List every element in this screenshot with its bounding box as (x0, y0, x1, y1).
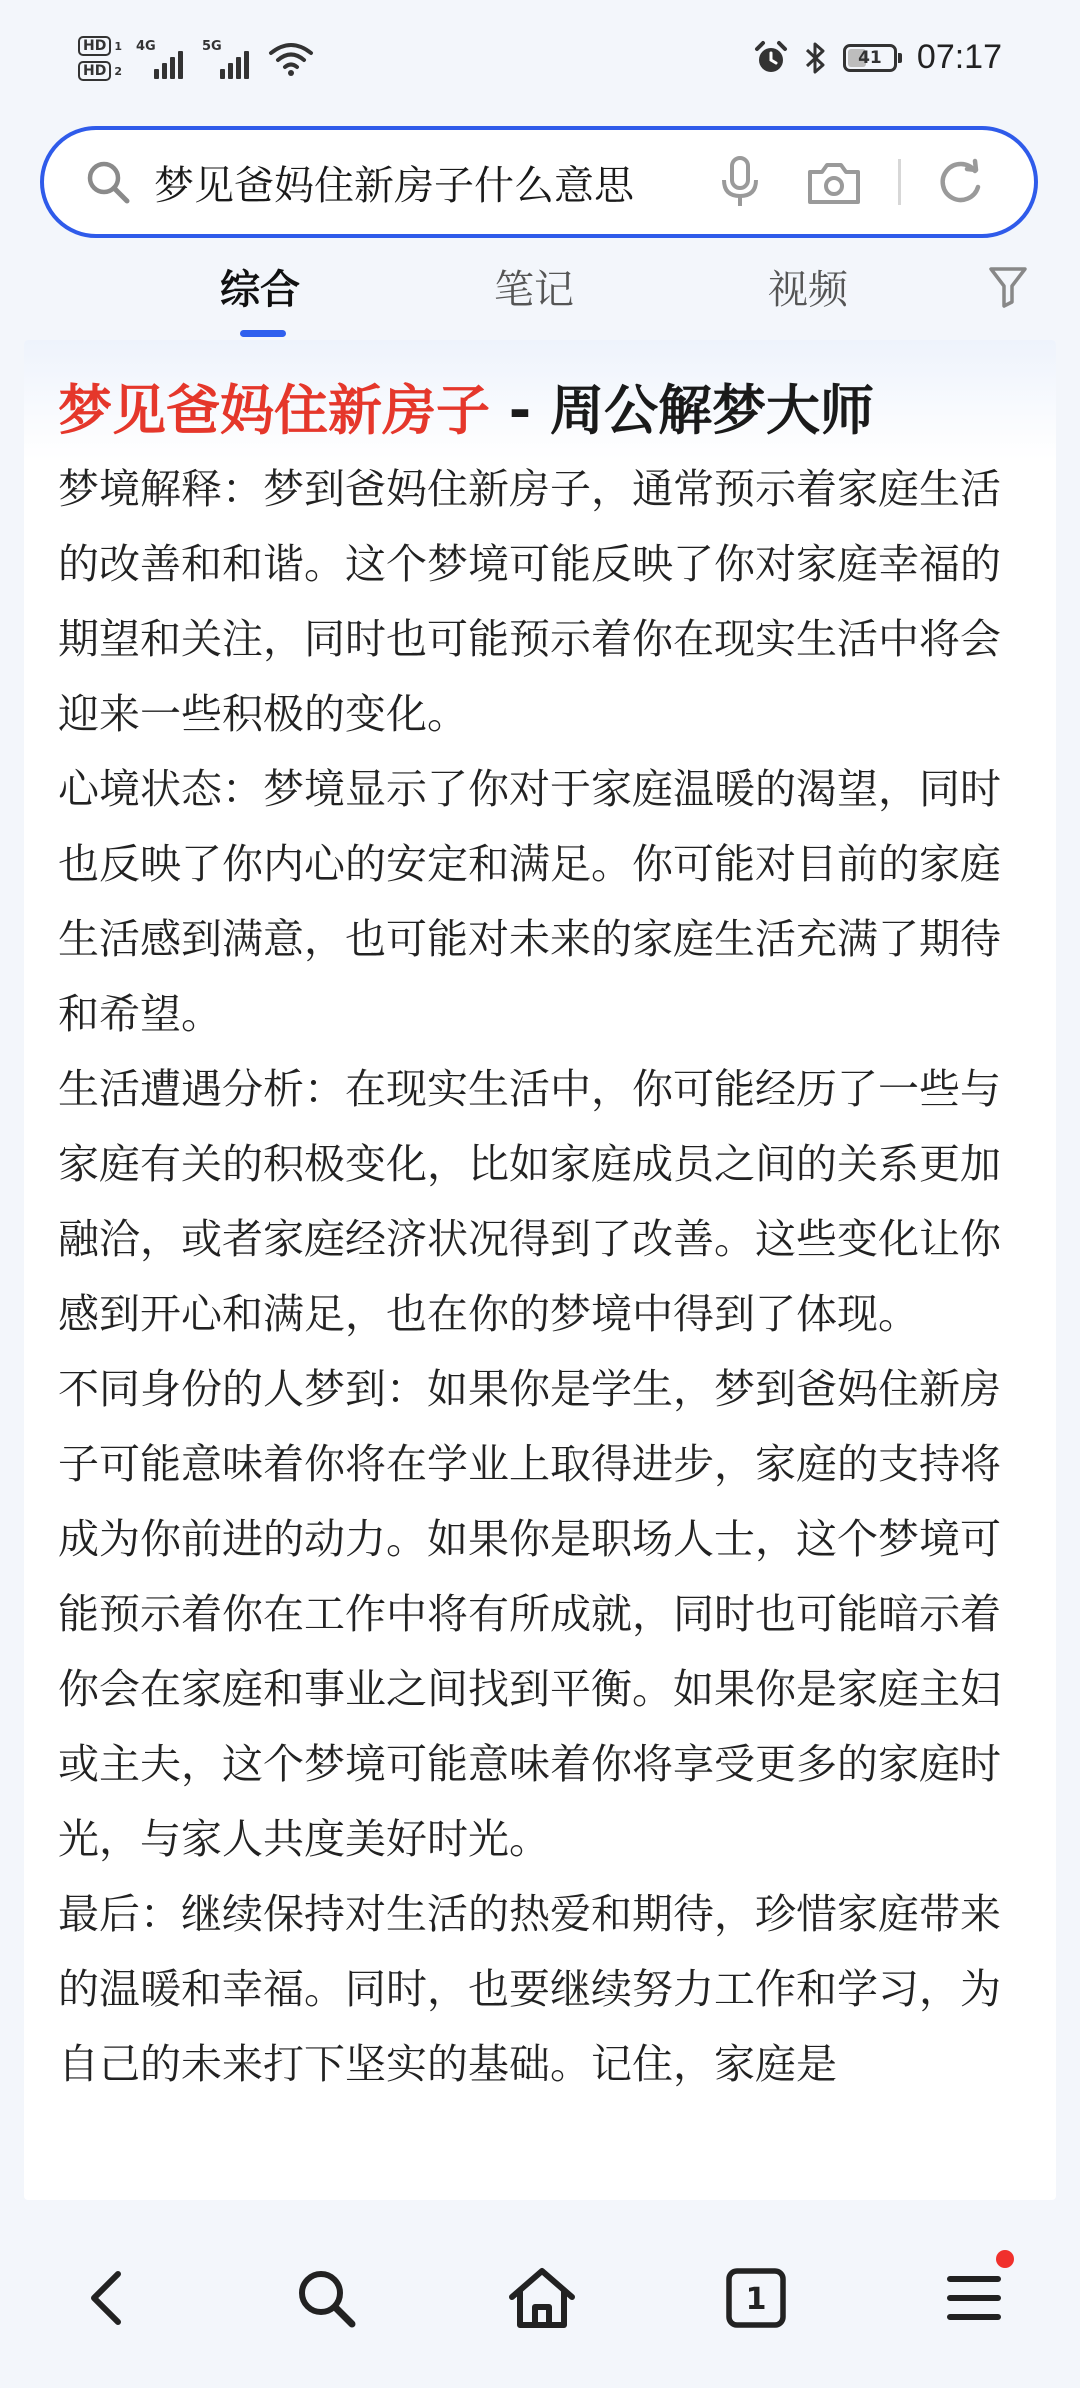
back-icon (86, 2268, 126, 2328)
battery-icon (843, 44, 897, 72)
paragraph-dream-explanation: 梦境解释：梦到爸妈住新房子，通常预示着家庭生活的改善和和谐。这个梦境可能反映了你对家庭幸福的期望和关注，同时也可能预示着你在现实生活中将会迎来一些积极的变化。 (58, 465, 1001, 738)
result-body (58, 452, 1028, 2102)
home-button[interactable] (502, 2258, 582, 2338)
search-bar[interactable] (40, 126, 1038, 238)
search-result-card (24, 340, 1056, 2200)
hd-badge-sim1 (78, 36, 122, 56)
hd-label: HD (78, 36, 111, 56)
status-time: 07:17 (916, 38, 1002, 76)
network-type-label: 4G (136, 38, 156, 54)
menu-icon (946, 2273, 1002, 2323)
home-icon (507, 2265, 577, 2331)
sim-number: 1 (114, 39, 122, 53)
notification-dot (996, 2250, 1014, 2268)
result-tabs (0, 248, 1080, 340)
tab-notes[interactable]: 笔记 (494, 267, 574, 313)
paragraph-conclusion: 最后：继续保持对生活的热爱和期待，珍惜家庭带来的温暖和幸福。同时，也要继续努力工作和学习，为自己的未来打下坚实的基础。记住，家庭是 (58, 1890, 1001, 2088)
battery-level: 41 (858, 47, 882, 68)
hd-label: HD (78, 61, 111, 81)
status-right (753, 38, 1002, 77)
tabs-icon (725, 2267, 787, 2329)
sim-number: 2 (114, 64, 122, 78)
search-nav-button[interactable] (286, 2258, 366, 2338)
hd-badge-sim2 (78, 61, 122, 81)
camera-icon[interactable] (806, 158, 862, 206)
search-icon (294, 2266, 358, 2330)
bottom-navigation (0, 2200, 1080, 2388)
result-title-highlight: 梦见爸妈住新房子 (58, 379, 490, 442)
status-left (78, 36, 314, 81)
tab-count: 1 (745, 2282, 767, 2317)
active-tab-indicator (240, 330, 286, 337)
search-icon (84, 158, 132, 206)
menu-button[interactable] (934, 2258, 1014, 2338)
result-title-source: - 周公解梦大师 (490, 379, 875, 442)
tab-comprehensive[interactable]: 综合 (220, 267, 300, 313)
signal-sim2-icon (202, 39, 254, 79)
back-button[interactable] (66, 2258, 146, 2338)
tab-videos[interactable]: 视频 (768, 267, 848, 313)
signal-sim1-icon (136, 39, 188, 79)
paragraph-different-identities: 不同身份的人梦到：如果你是学生，梦到爸妈住新房子可能意味着你将在学业上取得进步，家庭的支持将成为你前进的动力。如果你是职场人士，这个梦境可能预示着你在工作中将有所成就，同时也可能暗示着你会在家庭和事业之间找到平衡。如果你是家庭主妇或主夫，这个梦境可能意味着你将享受更多的家庭时光，与家人共度美好时光。 (58, 1365, 1001, 1863)
refresh-icon[interactable] (935, 157, 985, 207)
tabs-button[interactable] (716, 2258, 796, 2338)
status-bar (0, 0, 1080, 118)
wifi-icon (268, 39, 314, 79)
paragraph-life-analysis: 生活遭遇分析：在现实生活中，你可能经历了一些与家庭有关的积极变化，比如家庭成员之间的关系更加融洽，或者家庭经济状况得到了改善。这些变化让你感到开心和满足，也在你的梦境中得到了体现。 (58, 1065, 1001, 1338)
microphone-icon[interactable] (718, 156, 762, 208)
result-title[interactable] (58, 368, 874, 445)
filter-icon[interactable] (988, 264, 1028, 308)
bluetooth-icon (803, 40, 829, 76)
paragraph-mood-state: 心境状态：梦境显示了你对于家庭温暖的渴望，同时也反映了你内心的安定和满足。你可能对目前的家庭生活感到满意，也可能对未来的家庭生活充满了期待和希望。 (58, 765, 1001, 1038)
hd-indicators (78, 36, 122, 81)
alarm-icon (753, 40, 789, 76)
network-type-label: 5G (202, 38, 222, 54)
search-input[interactable]: 梦见爸妈住新房子什么意思 (154, 162, 634, 209)
search-divider (898, 159, 901, 205)
